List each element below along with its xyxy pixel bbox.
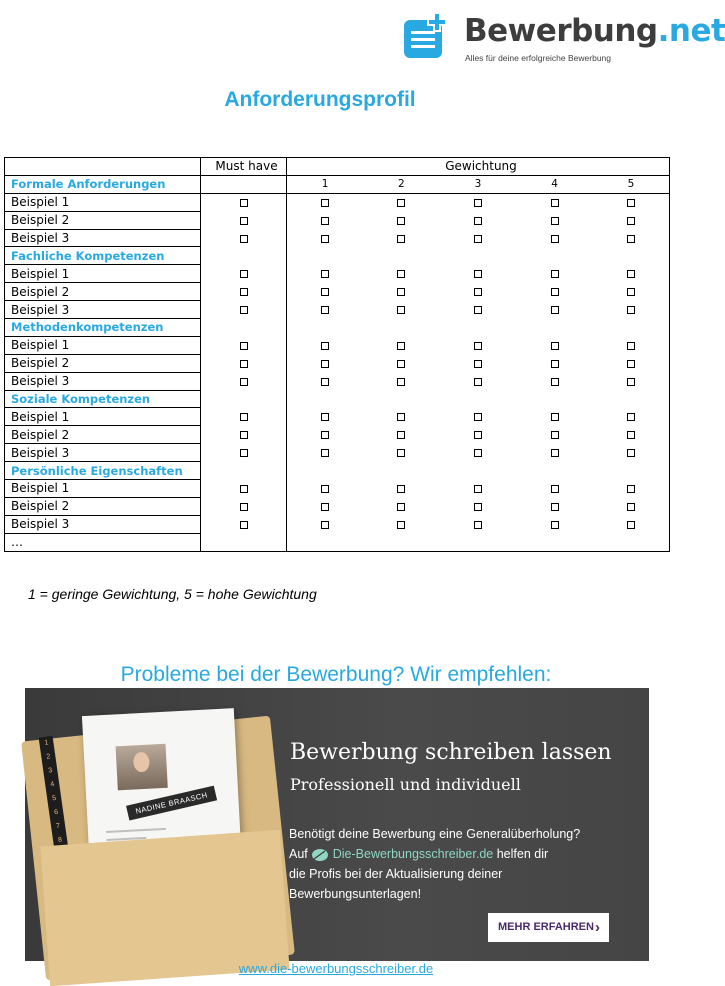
must-have-checkbox[interactable]	[240, 521, 248, 529]
weight-checkbox-4[interactable]	[551, 485, 559, 493]
category-row	[5, 319, 670, 337]
ad-text-line: Bewerbungsunterlagen!	[289, 887, 422, 901]
ad-subtitle: Professionell und individuell	[290, 775, 521, 794]
weight-checkbox-4[interactable]	[551, 431, 559, 439]
must-have-cell	[201, 372, 287, 390]
logo-word-tld: .net	[657, 13, 725, 49]
weight-cell	[363, 515, 440, 533]
ad-site-name: Die-Bewerbungsschreiber.de	[332, 847, 494, 861]
ad-text-line: die Profis bei der Aktualisierung deiner	[289, 867, 503, 881]
must-have-cell	[201, 497, 287, 515]
weight-cell	[593, 497, 670, 515]
weight-cell	[363, 336, 440, 354]
weight-cell	[440, 193, 517, 211]
item-label: Beispiel 2	[5, 497, 201, 515]
table-row	[5, 301, 670, 319]
table-row	[5, 408, 670, 426]
weight-checkbox-4[interactable]	[551, 342, 559, 350]
weight-checkbox-2[interactable]	[397, 235, 405, 243]
category-label: Fachliche Kompetenzen	[5, 247, 201, 265]
weight-cell	[440, 372, 517, 390]
empty-cell	[593, 462, 670, 480]
weight-checkbox-5[interactable]	[627, 449, 635, 457]
weight-cell	[516, 193, 593, 211]
weight-cell	[287, 408, 364, 426]
must-have-cell	[201, 211, 287, 229]
weight-cell	[516, 336, 593, 354]
empty-cell	[516, 533, 593, 551]
weight-cell	[363, 193, 440, 211]
table-row	[5, 265, 670, 283]
empty-cell	[363, 390, 440, 408]
weight-cell	[516, 265, 593, 283]
weight-checkbox-1[interactable]	[321, 413, 329, 421]
weight-checkbox-2[interactable]	[397, 288, 405, 296]
weight-checkbox-1[interactable]	[321, 431, 329, 439]
must-have-cell	[201, 193, 287, 211]
weight-cell	[440, 229, 517, 247]
weight-cell	[516, 301, 593, 319]
empty-cell	[593, 533, 670, 551]
weight-checkbox-3[interactable]	[474, 306, 482, 314]
empty-cell	[440, 319, 517, 337]
weight-checkbox-4[interactable]	[551, 235, 559, 243]
weight-checkbox-1[interactable]	[321, 270, 329, 278]
empty-cell	[287, 390, 364, 408]
weight-cell	[593, 480, 670, 498]
must-have-checkbox[interactable]	[240, 235, 248, 243]
weight-checkbox-3[interactable]	[474, 521, 482, 529]
weight-cell	[363, 408, 440, 426]
weight-cell	[516, 480, 593, 498]
weight-cell	[516, 283, 593, 301]
weight-cell	[516, 354, 593, 372]
weight-cell	[363, 372, 440, 390]
ad-text-fragment: Auf	[289, 847, 308, 861]
category-label: Persönliche Eigenschaften	[5, 462, 201, 480]
cv-photo	[116, 744, 168, 791]
weight-checkbox-3[interactable]	[474, 342, 482, 350]
logo-wordmark	[464, 14, 725, 48]
item-label: Beispiel 2	[5, 426, 201, 444]
table-row	[5, 336, 670, 354]
must-have-cell	[201, 408, 287, 426]
weight-cell	[287, 283, 364, 301]
weight-cell	[516, 229, 593, 247]
category-label: Soziale Kompetenzen	[5, 390, 201, 408]
weight-checkbox-1[interactable]	[321, 521, 329, 529]
weight-checkbox-1[interactable]	[321, 288, 329, 296]
item-label: Beispiel 3	[5, 372, 201, 390]
weight-cell	[287, 301, 364, 319]
table-row	[5, 480, 670, 498]
table-row-more	[5, 533, 670, 551]
weight-checkbox-4[interactable]	[551, 521, 559, 529]
empty-cell	[201, 319, 287, 337]
weight-cell	[363, 444, 440, 462]
weight-checkbox-5[interactable]	[627, 503, 635, 511]
promo-heading: Probleme bei der Bewerbung? Wir empfehlen:	[120, 663, 552, 686]
empty-cell	[593, 247, 670, 265]
must-have-cell	[201, 265, 287, 283]
weight-cell	[593, 444, 670, 462]
must-have-checkbox[interactable]	[240, 288, 248, 296]
weight-cell	[516, 211, 593, 229]
weight-cell	[440, 265, 517, 283]
chevron-right-icon: ›	[595, 919, 600, 936]
ruler-mark: 8	[57, 836, 63, 844]
empty-cell	[440, 462, 517, 480]
weight-checkbox-3[interactable]	[474, 288, 482, 296]
item-label: Beispiel 3	[5, 229, 201, 247]
weight-header-5: 5	[593, 175, 670, 193]
ruler-mark: 6	[53, 808, 59, 817]
weight-checkbox-4[interactable]	[551, 360, 559, 368]
header-weighting: Gewichtung	[287, 158, 670, 176]
weight-checkbox-2[interactable]	[397, 521, 405, 529]
weight-header-2: 2	[363, 175, 440, 193]
weight-cell	[287, 193, 364, 211]
must-have-cell	[201, 336, 287, 354]
table-row	[5, 426, 670, 444]
weight-checkbox-1[interactable]	[321, 235, 329, 243]
table-row	[5, 372, 670, 390]
weight-checkbox-4[interactable]	[551, 503, 559, 511]
weight-cell	[363, 480, 440, 498]
weight-checkbox-3[interactable]	[474, 413, 482, 421]
must-have-cell	[201, 515, 287, 533]
empty-cell	[201, 462, 287, 480]
ruler-mark: 5	[51, 794, 57, 803]
empty-cell	[516, 390, 593, 408]
weight-cell	[287, 497, 364, 515]
ad-body-text	[289, 824, 639, 904]
must-have-cell	[201, 426, 287, 444]
empty-cell	[440, 390, 517, 408]
footer-website-link[interactable]: www.die-bewerbungsschreiber.de	[238, 961, 434, 976]
weight-cell	[440, 283, 517, 301]
weight-checkbox-5[interactable]	[627, 306, 635, 314]
weight-cell	[593, 283, 670, 301]
category-row	[5, 175, 670, 193]
empty-cell	[363, 319, 440, 337]
weight-checkbox-2[interactable]	[397, 217, 405, 225]
header-must-have: Must have	[201, 158, 287, 176]
weight-cell	[593, 426, 670, 444]
item-label: Beispiel 1	[5, 480, 201, 498]
bewerbung-net-logo[interactable]	[404, 4, 725, 66]
weight-checkbox-4[interactable]	[551, 449, 559, 457]
empty-cell	[201, 533, 287, 551]
weight-cell	[516, 372, 593, 390]
weight-cell	[363, 354, 440, 372]
weight-header-4: 4	[516, 175, 593, 193]
weight-cell	[363, 426, 440, 444]
weight-checkbox-1[interactable]	[321, 342, 329, 350]
weight-checkbox-3[interactable]	[474, 378, 482, 386]
weight-cell	[287, 354, 364, 372]
category-row	[5, 247, 670, 265]
ruler-mark: 2	[45, 753, 51, 761]
empty-cell	[201, 390, 287, 408]
weight-checkbox-1[interactable]	[321, 217, 329, 225]
weight-checkbox-5[interactable]	[627, 199, 635, 207]
category-label: Formale Anforderungen	[5, 175, 201, 193]
weight-checkbox-5[interactable]	[627, 342, 635, 350]
item-label: Beispiel 1	[5, 336, 201, 354]
table-row	[5, 283, 670, 301]
must-have-checkbox[interactable]	[240, 449, 248, 457]
weighting-legend: 1 = geringe Gewichtung, 5 = hohe Gewichtung	[28, 586, 317, 602]
must-have-checkbox[interactable]	[240, 342, 248, 350]
logo-word-main: Bewerbung	[464, 13, 658, 49]
must-have-checkbox[interactable]	[240, 431, 248, 439]
weight-checkbox-5[interactable]	[627, 485, 635, 493]
must-have-checkbox[interactable]	[240, 413, 248, 421]
weight-checkbox-3[interactable]	[474, 503, 482, 511]
weight-checkbox-1[interactable]	[321, 360, 329, 368]
header-empty-cell	[5, 158, 201, 176]
must-have-checkbox[interactable]	[240, 270, 248, 278]
must-have-cell	[201, 229, 287, 247]
ellipsis-label: …	[5, 533, 201, 551]
empty-cell	[363, 462, 440, 480]
logo-tagline: Alles für deine erfolgreiche Bewerbung	[465, 53, 612, 63]
table-row	[5, 229, 670, 247]
empty-cell	[593, 319, 670, 337]
requirements-table	[4, 157, 670, 552]
weight-cell	[287, 265, 364, 283]
weight-cell	[440, 480, 517, 498]
weight-checkbox-2[interactable]	[397, 342, 405, 350]
item-label: Beispiel 1	[5, 408, 201, 426]
ruler-mark: 4	[49, 781, 55, 789]
empty-cell	[593, 390, 670, 408]
weight-checkbox-5[interactable]	[627, 378, 635, 386]
must-have-checkbox[interactable]	[240, 217, 248, 225]
table-row	[5, 211, 670, 229]
weight-cell	[593, 372, 670, 390]
weight-cell	[593, 265, 670, 283]
weight-checkbox-4[interactable]	[551, 199, 559, 207]
weight-checkbox-3[interactable]	[474, 485, 482, 493]
weight-cell	[593, 354, 670, 372]
weight-cell	[287, 515, 364, 533]
weight-cell	[593, 301, 670, 319]
weight-checkbox-5[interactable]	[627, 235, 635, 243]
feather-icon	[311, 848, 329, 862]
weight-cell	[287, 480, 364, 498]
weight-checkbox-1[interactable]	[321, 306, 329, 314]
weight-cell	[287, 211, 364, 229]
weight-checkbox-5[interactable]	[627, 270, 635, 278]
weight-cell	[440, 211, 517, 229]
weight-checkbox-2[interactable]	[397, 449, 405, 457]
empty-cell	[363, 533, 440, 551]
weight-checkbox-2[interactable]	[397, 485, 405, 493]
weight-checkbox-2[interactable]	[397, 199, 405, 207]
empty-cell	[516, 462, 593, 480]
weight-cell	[287, 336, 364, 354]
weight-checkbox-1[interactable]	[321, 503, 329, 511]
must-have-checkbox[interactable]	[240, 485, 248, 493]
item-label: Beispiel 1	[5, 193, 201, 211]
weight-checkbox-1[interactable]	[321, 485, 329, 493]
empty-cell	[516, 319, 593, 337]
weight-cell	[440, 444, 517, 462]
weight-checkbox-3[interactable]	[474, 217, 482, 225]
weight-cell	[287, 444, 364, 462]
ad-title: Bewerbung schreiben lassen	[290, 740, 612, 765]
weight-cell	[363, 283, 440, 301]
item-label: Beispiel 3	[5, 301, 201, 319]
more-info-button-label: MEHR ERFAHREN	[498, 921, 594, 933]
weight-checkbox-5[interactable]	[627, 413, 635, 421]
weight-checkbox-4[interactable]	[551, 270, 559, 278]
weight-cell	[593, 229, 670, 247]
weight-checkbox-4[interactable]	[551, 378, 559, 386]
empty-cell	[287, 319, 364, 337]
weight-checkbox-5[interactable]	[627, 288, 635, 296]
weight-cell	[516, 426, 593, 444]
ruler-mark: 1	[44, 739, 49, 747]
must-have-cell	[201, 480, 287, 498]
empty-cell	[440, 533, 517, 551]
weight-cell	[593, 193, 670, 211]
weight-cell	[516, 515, 593, 533]
weight-cell	[440, 301, 517, 319]
weight-cell	[440, 426, 517, 444]
weight-checkbox-5[interactable]	[627, 217, 635, 225]
category-row	[5, 462, 670, 480]
must-have-checkbox[interactable]	[240, 306, 248, 314]
weight-checkbox-5[interactable]	[627, 360, 635, 368]
weight-cell	[363, 211, 440, 229]
weight-checkbox-1[interactable]	[321, 378, 329, 386]
weight-header-3: 3	[440, 175, 517, 193]
item-label: Beispiel 3	[5, 444, 201, 462]
empty-cell	[287, 247, 364, 265]
cv-name-label: NADINE BRAASCH	[126, 786, 217, 821]
weight-checkbox-2[interactable]	[397, 360, 405, 368]
item-label: Beispiel 2	[5, 354, 201, 372]
table-header-row	[5, 158, 670, 176]
item-label: Beispiel 3	[5, 515, 201, 533]
weight-checkbox-5[interactable]	[627, 431, 635, 439]
must-have-cell	[201, 283, 287, 301]
weight-checkbox-2[interactable]	[397, 270, 405, 278]
item-label: Beispiel 2	[5, 283, 201, 301]
weight-checkbox-2[interactable]	[397, 378, 405, 386]
weight-checkbox-3[interactable]	[474, 449, 482, 457]
weight-checkbox-1[interactable]	[321, 199, 329, 207]
weight-cell	[593, 408, 670, 426]
weight-checkbox-3[interactable]	[474, 235, 482, 243]
ruler-mark: 7	[55, 822, 61, 831]
weight-cell	[440, 354, 517, 372]
must-have-cell	[201, 301, 287, 319]
weight-cell	[516, 497, 593, 515]
category-row	[5, 390, 670, 408]
weight-cell	[440, 497, 517, 515]
weight-cell	[440, 336, 517, 354]
table-row	[5, 515, 670, 533]
weight-cell	[287, 229, 364, 247]
weight-cell	[593, 211, 670, 229]
table-row	[5, 193, 670, 211]
table-row	[5, 497, 670, 515]
document-plus-icon	[404, 12, 448, 58]
ad-text-line: Benötigt deine Bewerbung eine Generalüberholung?	[289, 827, 581, 841]
empty-cell	[287, 533, 364, 551]
must-have-checkbox[interactable]	[240, 378, 248, 386]
item-label: Beispiel 1	[5, 265, 201, 283]
weight-header-1: 1	[287, 175, 364, 193]
weight-checkbox-2[interactable]	[397, 413, 405, 421]
weight-cell	[287, 372, 364, 390]
weight-cell	[593, 515, 670, 533]
ad-text-line	[289, 844, 639, 864]
weight-cell	[363, 301, 440, 319]
empty-cell	[440, 247, 517, 265]
must-have-cell	[201, 444, 287, 462]
table-row	[5, 444, 670, 462]
must-have-cell	[201, 354, 287, 372]
weight-cell	[363, 229, 440, 247]
weight-checkbox-3[interactable]	[474, 360, 482, 368]
empty-cell	[516, 247, 593, 265]
empty-cell	[201, 247, 287, 265]
weight-cell	[287, 426, 364, 444]
ad-banner[interactable]	[25, 688, 649, 961]
empty-cell	[287, 462, 364, 480]
ad-text-fragment: helfen dir	[496, 847, 549, 861]
table-row	[5, 354, 670, 372]
more-info-button[interactable]	[488, 913, 609, 942]
ruler-mark: 3	[47, 767, 53, 775]
weight-checkbox-3[interactable]	[474, 199, 482, 207]
weight-cell	[363, 265, 440, 283]
weight-checkbox-3[interactable]	[474, 431, 482, 439]
weight-checkbox-2[interactable]	[397, 503, 405, 511]
must-have-checkbox[interactable]	[240, 360, 248, 368]
weight-checkbox-4[interactable]	[551, 217, 559, 225]
document-title: Anforderungsprofil	[224, 88, 416, 111]
empty-cell	[201, 175, 287, 193]
weight-cell	[516, 408, 593, 426]
weight-checkbox-2[interactable]	[397, 431, 405, 439]
weight-checkbox-4[interactable]	[551, 413, 559, 421]
empty-cell	[363, 247, 440, 265]
category-label: Methodenkompetenzen	[5, 319, 201, 337]
weight-cell	[516, 444, 593, 462]
must-have-checkbox[interactable]	[240, 503, 248, 511]
weight-cell	[440, 408, 517, 426]
weight-checkbox-3[interactable]	[474, 270, 482, 278]
weight-cell	[363, 497, 440, 515]
item-label: Beispiel 2	[5, 211, 201, 229]
weight-checkbox-5[interactable]	[627, 521, 635, 529]
weight-checkbox-1[interactable]	[321, 449, 329, 457]
weight-checkbox-2[interactable]	[397, 306, 405, 314]
weight-cell	[593, 336, 670, 354]
weight-checkbox-4[interactable]	[551, 288, 559, 296]
must-have-checkbox[interactable]	[240, 199, 248, 207]
weight-cell	[440, 515, 517, 533]
weight-checkbox-4[interactable]	[551, 306, 559, 314]
